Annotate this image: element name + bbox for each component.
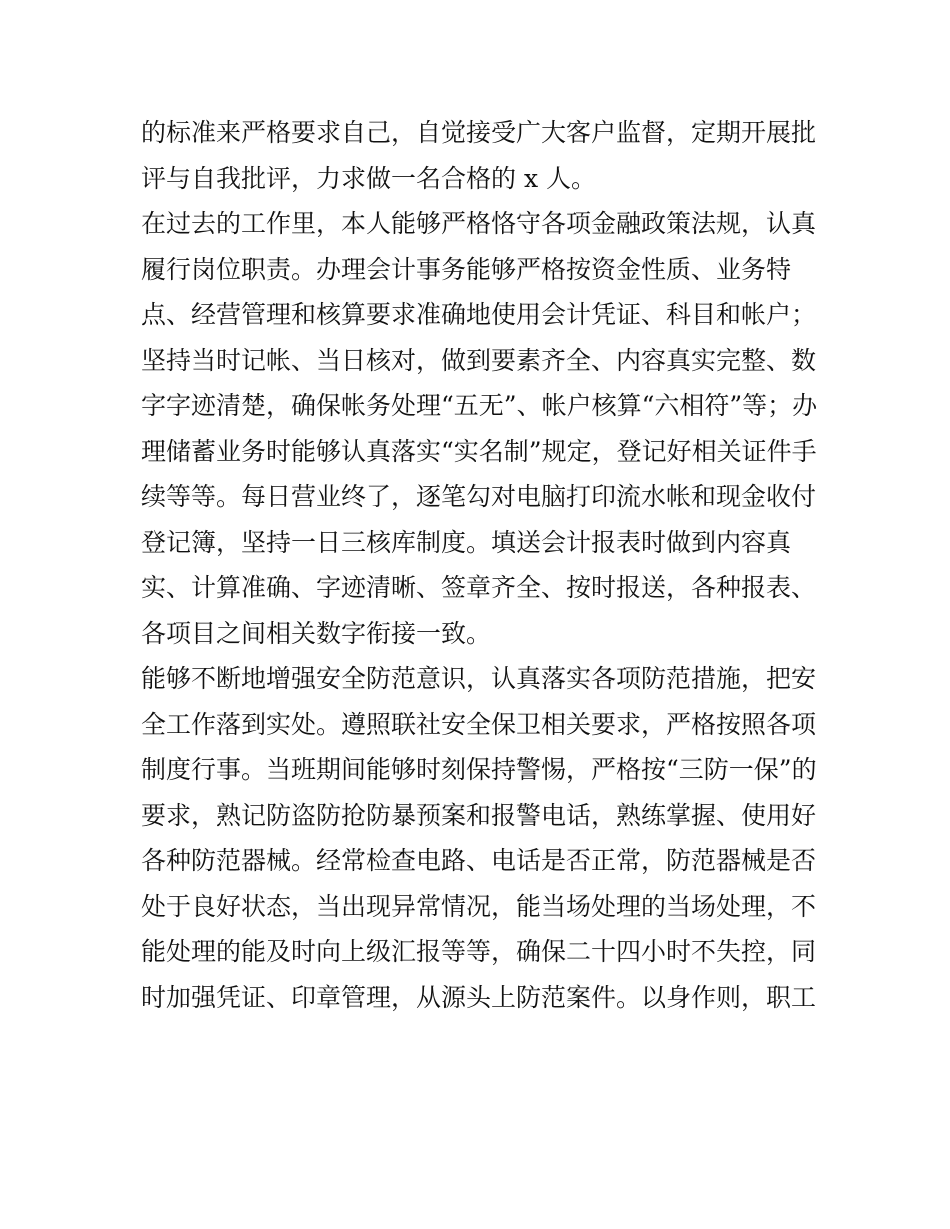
text-line: 时加强凭证、印章管理，从源头上防范案件。以身作则，职工 bbox=[141, 982, 817, 1012]
text-line: 登记簿，坚持一日三核库制度。填送会计报表时做到内容真 bbox=[141, 527, 792, 557]
body-text bbox=[141, 110, 821, 1020]
text-line: 实、计算准确、字迹清晰、签章齐全、按时报送，各种报表、 bbox=[141, 573, 817, 602]
text-line: 评与自我批评，力求做一名合格的 x 人。 bbox=[141, 163, 596, 193]
text-line: 的标准来严格要求自己，自觉接受广大客户监督，定期开展批 bbox=[141, 118, 817, 147]
text-line: 点、经营管理和核算要求准确地使用会计凭证、科目和帐户； bbox=[141, 300, 817, 329]
text-line: 各项目之间相关数字衔接一致。 bbox=[141, 618, 492, 648]
text-line: 能够不断地增强安全防范意识，认真落实各项防范措施，把安 bbox=[141, 664, 817, 693]
text-line: 能处理的能及时向上级汇报等等，确保二十四小时不失控，同 bbox=[141, 937, 817, 966]
text-line: 要求，熟记防盗防抢防暴预案和报警电话，熟练掌握、使用好 bbox=[141, 800, 817, 830]
text-line: 制度行事。当班期间能够时刻保持警惕，严格按“三防一保”的 bbox=[141, 755, 817, 784]
text-line: 处于良好状态，当出现异常情况，能当场处理的当场处理，不 bbox=[141, 891, 817, 921]
text-line: 理储蓄业务时能够认真落实“实名制”规定，登记好相关证件手 bbox=[141, 436, 817, 466]
text-line: 全工作落到实处。遵照联社安全保卫相关要求，严格按照各项 bbox=[141, 709, 817, 739]
text-line: 各种防范器械。经常检查电路、电话是否正常，防范器械是否 bbox=[141, 846, 817, 875]
text-line: 坚持当时记帐、当日核对，做到要素齐全、内容真实完整、数 bbox=[141, 345, 817, 375]
text-line: 在过去的工作里，本人能够严格恪守各项金融政策法规，认真 bbox=[141, 209, 817, 238]
text-line: 续等等。每日营业终了，逐笔勾对电脑打印流水帐和现金收付 bbox=[141, 482, 817, 511]
text-line: 履行岗位职责。办理会计事务能够严格按资金性质、业务特 bbox=[141, 254, 792, 284]
text-line: 字字迹清楚，确保帐务处理“五无”、帐户核算“六相符”等；办 bbox=[141, 391, 818, 420]
